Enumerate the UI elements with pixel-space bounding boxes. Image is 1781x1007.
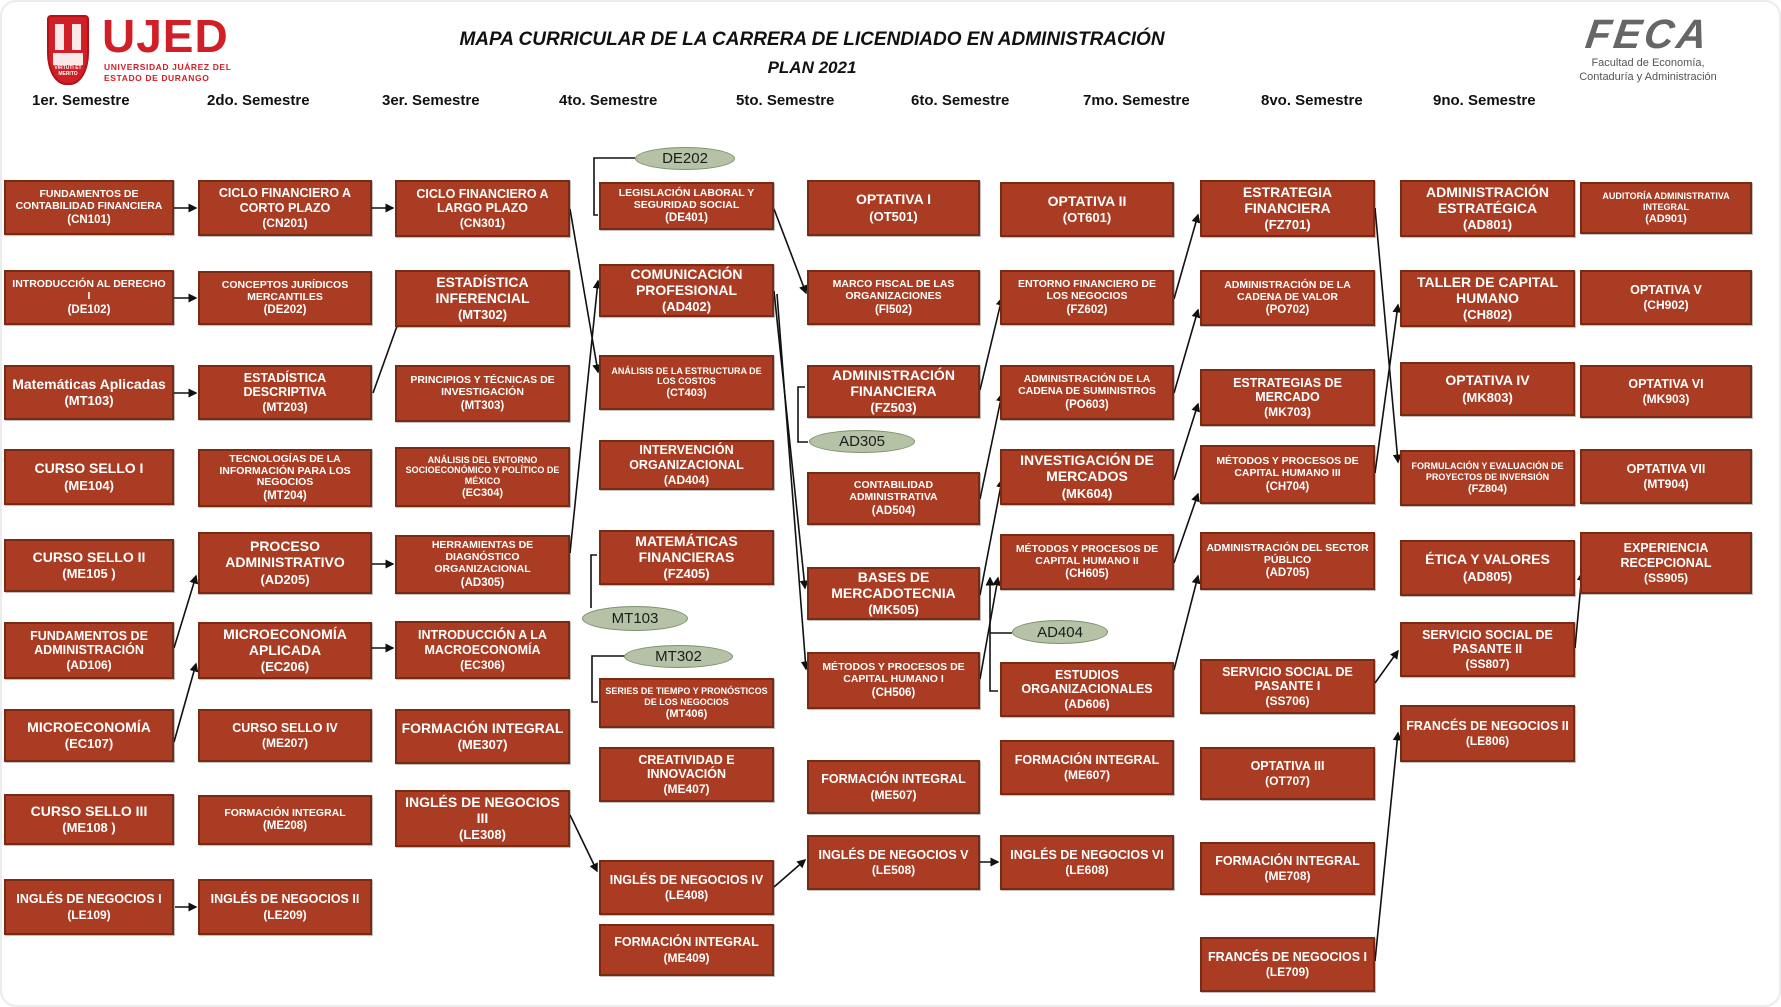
course-name: ÉTICA Y VALORES: [1425, 551, 1550, 568]
course-PO702: [1200, 270, 1375, 326]
connector-line: [777, 294, 806, 669]
course-name: SERVICIO SOCIAL DE PASANTE I: [1222, 664, 1353, 693]
course-code: (MT203): [262, 400, 308, 415]
connector-line: [1375, 651, 1398, 683]
course-EC304: [395, 447, 570, 507]
page-title: [452, 29, 1172, 78]
course-code: (EC206): [260, 659, 310, 675]
course-name: INGLÉS DE NEGOCIOS III: [405, 793, 560, 826]
course-code: (FZ602): [1066, 303, 1108, 316]
connector-line: [774, 209, 806, 293]
course-name: INTRODUCCIÓN AL DERECHO I: [12, 278, 166, 302]
connector-line: [1375, 305, 1398, 473]
course-ME507: [807, 760, 980, 814]
course-code: (AD504): [871, 504, 916, 517]
course-code: (AD402): [661, 299, 712, 315]
course-name: COMUNICACIÓN PROFESIONAL: [630, 265, 743, 298]
connector-line: [774, 291, 805, 588]
course-code: (MT103): [64, 393, 114, 409]
course-AD106: [4, 622, 174, 679]
course-name: CONCEPTOS JURÍDICOS MERCANTILES: [221, 278, 349, 303]
course-name: CICLO FINANCIERO A CORTO PLAZO: [218, 186, 352, 215]
course-code: (LE209): [263, 907, 307, 922]
course-name: ESTUDIOS ORGANIZACIONALES: [1021, 667, 1153, 696]
course-code: (EC304): [462, 486, 503, 499]
course-code: (MK604): [1061, 485, 1113, 501]
course-code: (ME105 ): [62, 566, 116, 582]
connector-line: [570, 815, 597, 871]
course-MT204: [198, 449, 372, 507]
course-code: (LE806): [1465, 734, 1510, 749]
course-name: SERVICIO SOCIAL DE PASANTE II: [1422, 627, 1553, 656]
course-CH802: [1400, 270, 1575, 327]
course-LE109: [4, 879, 174, 935]
course-name: Matemáticas Aplicadas: [12, 375, 166, 392]
course-name: FRANCÉS DE NEGOCIOS I: [1207, 949, 1368, 964]
course-code: (ME607): [1063, 768, 1110, 783]
semester-header-9: 9no. Semestre: [1433, 92, 1536, 109]
connector-line: [1174, 310, 1198, 393]
course-name: OPTATIVA V: [1630, 282, 1702, 297]
course-CN101: [4, 180, 174, 235]
feca-logo: [1542, 11, 1754, 85]
course-code: (MK505): [868, 602, 919, 618]
course-CH902: [1580, 270, 1752, 325]
connector-line: [1174, 576, 1198, 670]
connector-line: [774, 860, 805, 887]
course-CH605: [1000, 534, 1174, 590]
course-name: ESTADÍSTICA INFERENCIAL: [435, 273, 530, 306]
course-name: ANÁLISIS DE LA ESTRUCTURA DE LOS COSTOS: [611, 365, 762, 386]
connector-line: [1375, 208, 1398, 462]
connector-line: [1174, 494, 1198, 563]
course-OT707: [1200, 747, 1375, 800]
course-name: MICROECONOMÍA: [27, 718, 151, 735]
course-code: (PO603): [1065, 398, 1109, 411]
course-name: FORMACIÓN INTEGRAL: [1014, 752, 1160, 767]
course-code: (LE109): [67, 907, 111, 922]
course-MT203: [198, 365, 372, 420]
course-code: (AD705): [1265, 567, 1310, 580]
course-code: (CN201): [262, 215, 308, 230]
course-code: (CH704): [1265, 480, 1310, 493]
course-code: (LE408): [664, 888, 709, 903]
course-code: (AD805): [1462, 568, 1513, 584]
semester-header-5: 5to. Semestre: [736, 92, 835, 109]
ujed-motto: VIRTUTI ET MERITO: [54, 65, 82, 77]
course-name: INTRODUCCIÓN A LA MACROECONOMÍA: [418, 628, 547, 657]
course-ME108: [4, 794, 174, 845]
course-code: (EC107): [64, 736, 114, 752]
prereq-oval-DE202: DE202: [635, 147, 735, 170]
course-AD901: [1580, 182, 1752, 234]
course-PO603: [1000, 365, 1174, 420]
course-LE608: [1000, 835, 1174, 890]
course-code: (EC306): [460, 657, 505, 672]
course-code: (MT904): [1643, 477, 1689, 492]
connector-line: [980, 578, 998, 679]
course-code: (ME708): [1264, 869, 1311, 884]
course-name: MÉTODOS Y PROCESOS DE CAPITAL HUMANO III: [1216, 455, 1359, 479]
connector-line: [174, 664, 196, 742]
course-SS807: [1400, 622, 1575, 677]
semester-header-2: 2do. Semestre: [207, 92, 310, 109]
course-ME208: [198, 795, 372, 845]
course-FZ503: [807, 365, 980, 418]
course-code: (OT501): [869, 208, 918, 224]
course-ME105: [4, 539, 174, 592]
course-LE806: [1400, 705, 1575, 762]
course-SS905: [1580, 532, 1752, 594]
course-MK604: [1000, 449, 1174, 505]
semester-header-1: 1er. Semestre: [32, 92, 130, 109]
course-code: (ME409): [663, 950, 710, 965]
course-FI502: [807, 270, 980, 325]
course-CH704: [1200, 445, 1375, 504]
course-name: OPTATIVA IV: [1445, 372, 1530, 389]
course-name: ADMINISTRACIÓN DEL SECTOR PÚBLICO: [1206, 541, 1369, 566]
course-name: FORMACIÓN INTEGRAL: [401, 719, 564, 736]
course-code: (CH605): [1065, 568, 1109, 581]
course-name: CURSO SELLO I: [34, 460, 144, 477]
course-AD805: [1400, 540, 1575, 596]
course-name: MÉTODOS Y PROCESOS DE CAPITAL HUMANO II: [1015, 542, 1159, 567]
course-code: (AD106): [66, 658, 112, 673]
course-code: (AD606): [1064, 697, 1110, 712]
prereq-oval-AD404: AD404: [1012, 620, 1108, 644]
connector-line: [174, 576, 196, 648]
course-name: BASES DE MERCADOTECNIA: [831, 568, 956, 601]
connector-line: [570, 209, 598, 372]
course-code: (LE608): [1065, 863, 1109, 878]
course-code: (CH506): [871, 686, 916, 699]
course-name: AUDITORÍA ADMINISTRATIVA INTEGRAL: [1602, 191, 1730, 212]
course-name: INGLÉS DE NEGOCIOS VI: [1010, 847, 1164, 862]
course-FZ804: [1400, 450, 1575, 506]
course-EC107: [4, 709, 174, 762]
course-LE508: [807, 835, 980, 890]
semester-header-3: 3er. Semestre: [382, 92, 480, 109]
feca-subtitle: Facultad de Economía, Contaduría y Administración: [1579, 57, 1717, 83]
course-name: ESTADÍSTICA DESCRIPTIVA: [243, 370, 327, 399]
course-name: CICLO FINANCIERO A LARGO PLAZO: [416, 186, 549, 215]
course-AD402: [599, 264, 774, 317]
course-code: (MK803): [1462, 389, 1513, 405]
prereq-oval-MT302: MT302: [624, 645, 733, 668]
course-code: (ME104): [64, 477, 114, 493]
course-ME207: [198, 709, 372, 762]
course-MT303: [395, 365, 570, 422]
semester-header-7: 7mo. Semestre: [1083, 92, 1190, 109]
ujed-logo: [47, 10, 307, 87]
course-name: ADMINISTRACIÓN FINANCIERA: [832, 366, 955, 399]
course-MK903: [1580, 365, 1752, 418]
course-name: FUNDAMENTOS DE ADMINISTRACIÓN: [30, 628, 148, 657]
course-name: INVESTIGACIÓN DE MERCADOS: [1020, 452, 1154, 484]
course-EC206: [198, 622, 372, 679]
course-AD705: [1200, 532, 1375, 590]
course-EC306: [395, 621, 570, 679]
course-code: (ME507): [870, 787, 917, 802]
course-name: FORMACIÓN INTEGRAL: [224, 806, 346, 819]
course-code: (SS706): [1265, 694, 1310, 709]
course-code: (CN301): [459, 216, 506, 231]
course-ME708: [1200, 842, 1375, 895]
connector-line: [1174, 215, 1198, 299]
course-name: FORMACIÓN INTEGRAL: [614, 935, 759, 950]
course-code: (OT707): [1265, 774, 1310, 789]
course-name: FORMULACIÓN Y EVALUACIÓN DE PROYECTOS DE INVERSIÓN: [1411, 461, 1564, 482]
course-MT406: [599, 678, 774, 728]
course-name: ADMINISTRACIÓN DE LA CADENA DE VALOR: [1224, 278, 1351, 303]
course-AD801: [1400, 180, 1575, 237]
course-code: (MT406): [665, 707, 708, 720]
course-code: (ME207): [261, 736, 308, 751]
prereq-oval-MT103: MT103: [582, 606, 688, 631]
course-code: (MK703): [1264, 405, 1311, 420]
course-FZ701: [1200, 180, 1375, 237]
connector-line: [980, 394, 1002, 499]
title-line2: PLAN 2021: [767, 58, 857, 77]
course-LE709: [1200, 937, 1375, 992]
connector-line: [980, 480, 1002, 595]
course-DE102: [4, 270, 174, 325]
course-name: ENTORNO FINANCIERO DE LOS NEGOCIOS: [1017, 278, 1157, 302]
course-name: OPTATIVA VII: [1626, 461, 1706, 476]
connector-line: [980, 298, 1002, 390]
course-name: FORMACIÓN INTEGRAL: [1215, 853, 1360, 868]
course-CH506: [807, 652, 980, 709]
connector-line: [990, 578, 998, 691]
course-code: (AD404): [663, 472, 710, 487]
course-code: (FI502): [874, 303, 913, 316]
course-DE202: [198, 271, 372, 325]
course-code: (FZ804): [1467, 482, 1508, 495]
connector-line: [1174, 404, 1198, 480]
course-MK505: [807, 567, 980, 620]
course-code: (FZ701): [1264, 217, 1311, 233]
course-CT403: [599, 355, 774, 410]
connector-line: [570, 281, 598, 553]
course-AD404: [599, 440, 774, 490]
course-name: OPTATIVA II: [1047, 192, 1127, 209]
course-code: (MT303): [460, 399, 505, 412]
connector-line: [591, 555, 597, 608]
course-name: FUNDAMENTOS DE CONTABILIDAD FINANCIERA: [15, 188, 163, 212]
course-CN301: [395, 180, 570, 237]
course-name: INGLÉS DE NEGOCIOS II: [210, 892, 360, 907]
prereq-oval-AD305: AD305: [809, 430, 915, 453]
course-name: CREATIVIDAD E INNOVACIÓN: [638, 752, 735, 781]
course-code: (ME108 ): [62, 820, 116, 836]
course-name: MARCO FISCAL DE LAS ORGANIZACIONES: [832, 278, 955, 302]
course-MT904: [1580, 449, 1752, 504]
semester-header-6: 6to. Semestre: [911, 92, 1010, 109]
course-name: CURSO SELLO IV: [232, 720, 338, 735]
course-code: (CH802): [1462, 307, 1513, 323]
course-name: ADMINISTRACIÓN DE LA CADENA DE SUMINISTROS: [1018, 373, 1156, 397]
ujed-subtitle: UNIVERSIDAD JUÁREZ DEL ESTADO DE DURANGO: [104, 62, 232, 84]
course-name: INTERVENCIÓN ORGANIZACIONAL: [629, 443, 744, 472]
course-AD305: [395, 535, 570, 594]
course-code: (MT204): [263, 490, 307, 503]
course-name: ADMINISTRACIÓN ESTRATÉGICA: [1426, 183, 1549, 216]
course-name: TECNOLOGÍAS DE LA INFORMACIÓN PARA LOS NEGOCIOS: [219, 452, 351, 489]
connector-line: [1375, 733, 1398, 961]
course-ME307: [395, 709, 570, 764]
course-code: (PO702): [1265, 304, 1310, 317]
course-LE408: [599, 860, 774, 915]
course-name: CURSO SELLO III: [30, 802, 148, 819]
course-name: FORMACIÓN INTEGRAL: [821, 772, 966, 787]
course-FZ602: [1000, 270, 1174, 325]
course-MT302: [395, 270, 570, 327]
course-code: (DE401): [665, 212, 708, 225]
course-name: MÉTODOS Y PROCESOS DE CAPITAL HUMANO I: [822, 661, 965, 685]
feca-acronym: FECA: [1583, 11, 1714, 57]
course-MK803: [1400, 362, 1575, 416]
course-name: PROCESO ADMINISTRATIVO: [225, 538, 345, 570]
course-ME104: [4, 449, 174, 505]
semester-header-4: 4to. Semestre: [559, 92, 658, 109]
ujed-shield-icon: [47, 15, 89, 85]
course-AD504: [807, 472, 980, 525]
course-name: ANÁLISIS DEL ENTORNO SOCIOECONÓMICO Y POLÍTICO DE MÉXICO: [405, 455, 560, 486]
course-code: (AD901): [1645, 212, 1687, 225]
course-name: ESTRATEGIA FINANCIERA: [1242, 183, 1333, 216]
course-code: (ME407): [663, 782, 710, 797]
course-name: MICROECONOMÍA APLICADA: [223, 625, 347, 658]
semester-header-8: 8vo. Semestre: [1261, 92, 1363, 109]
course-LE308: [395, 790, 570, 847]
course-name: LEGISLACIÓN LABORAL Y SEGURIDAD SOCIAL: [618, 186, 755, 211]
course-code: (MK903): [1642, 392, 1690, 407]
ujed-acronym: UJED: [102, 10, 229, 62]
course-name: INGLÉS DE NEGOCIOS V: [818, 847, 969, 862]
course-name: PRINCIPIOS Y TÉCNICAS DE INVESTIGACIÓN: [410, 374, 555, 398]
course-name: HERRAMIENTAS DE DIAGNÓSTICO ORGANIZACIONAL: [431, 539, 534, 575]
course-code: (DE102): [67, 303, 111, 316]
course-name: OPTATIVA VI: [1628, 376, 1704, 391]
course-code: (CN101): [67, 213, 111, 226]
course-name: TALLER DE CAPITAL HUMANO: [1416, 273, 1559, 306]
course-code: (MT302): [457, 307, 508, 323]
course-code: (DE202): [263, 304, 307, 317]
course-code: (FZ405): [663, 566, 710, 582]
course-code: (LE308): [459, 827, 506, 843]
course-name: OPTATIVA III: [1250, 758, 1325, 773]
course-name: MATEMÁTICAS FINANCIERAS: [635, 532, 738, 565]
course-LE209: [198, 879, 372, 935]
course-code: (SS807): [1465, 657, 1510, 672]
course-MT103: [4, 365, 174, 420]
course-MK703: [1200, 369, 1375, 426]
course-ME409: [599, 924, 774, 976]
course-ME407: [599, 747, 774, 802]
course-code: (AD801): [1462, 217, 1513, 233]
course-OT601: [1000, 182, 1174, 237]
course-code: (CT403): [666, 387, 707, 400]
course-name: INGLÉS DE NEGOCIOS IV: [609, 872, 764, 887]
course-code: (OT601): [1062, 210, 1112, 226]
course-code: (ME307): [457, 737, 508, 753]
course-AD205: [198, 532, 372, 594]
course-DE401: [599, 182, 774, 230]
course-AD606: [1000, 662, 1174, 717]
course-code: (FZ503): [870, 400, 917, 416]
course-code: (SS905): [1643, 570, 1689, 585]
course-name: CONTABILIDAD ADMINISTRATIVA: [849, 479, 938, 503]
course-name: SERIES DE TIEMPO Y PRONÓSTICOS DE LOS NEGOCIOS: [605, 686, 768, 707]
course-OT501: [807, 180, 980, 236]
course-CN201: [198, 180, 372, 236]
course-code: (ME208): [262, 820, 308, 833]
course-code: (AD305): [460, 576, 505, 589]
course-code: (CH902): [1643, 298, 1689, 313]
course-name: FRANCÉS DE NEGOCIOS II: [1406, 718, 1569, 733]
course-code: (LE508): [871, 863, 916, 878]
course-name: ESTRATEGIAS DE MERCADO: [1233, 375, 1342, 404]
course-FZ405: [599, 530, 774, 585]
course-SS706: [1200, 659, 1375, 714]
course-code: (AD205): [260, 571, 310, 587]
course-name: INGLÉS DE NEGOCIOS I: [16, 892, 162, 907]
course-name: OPTATIVA I: [856, 191, 931, 208]
course-code: (LE709): [1265, 965, 1310, 980]
course-ME607: [1000, 740, 1174, 795]
title-line1: MAPA CURRICULAR DE LA CARRERA DE LICENDIADO EN ADMINISTRACIÓN: [459, 29, 1165, 50]
course-name: EXPERIENCIA RECEPCIONAL: [1620, 541, 1712, 570]
course-name: CURSO SELLO II: [32, 548, 146, 565]
